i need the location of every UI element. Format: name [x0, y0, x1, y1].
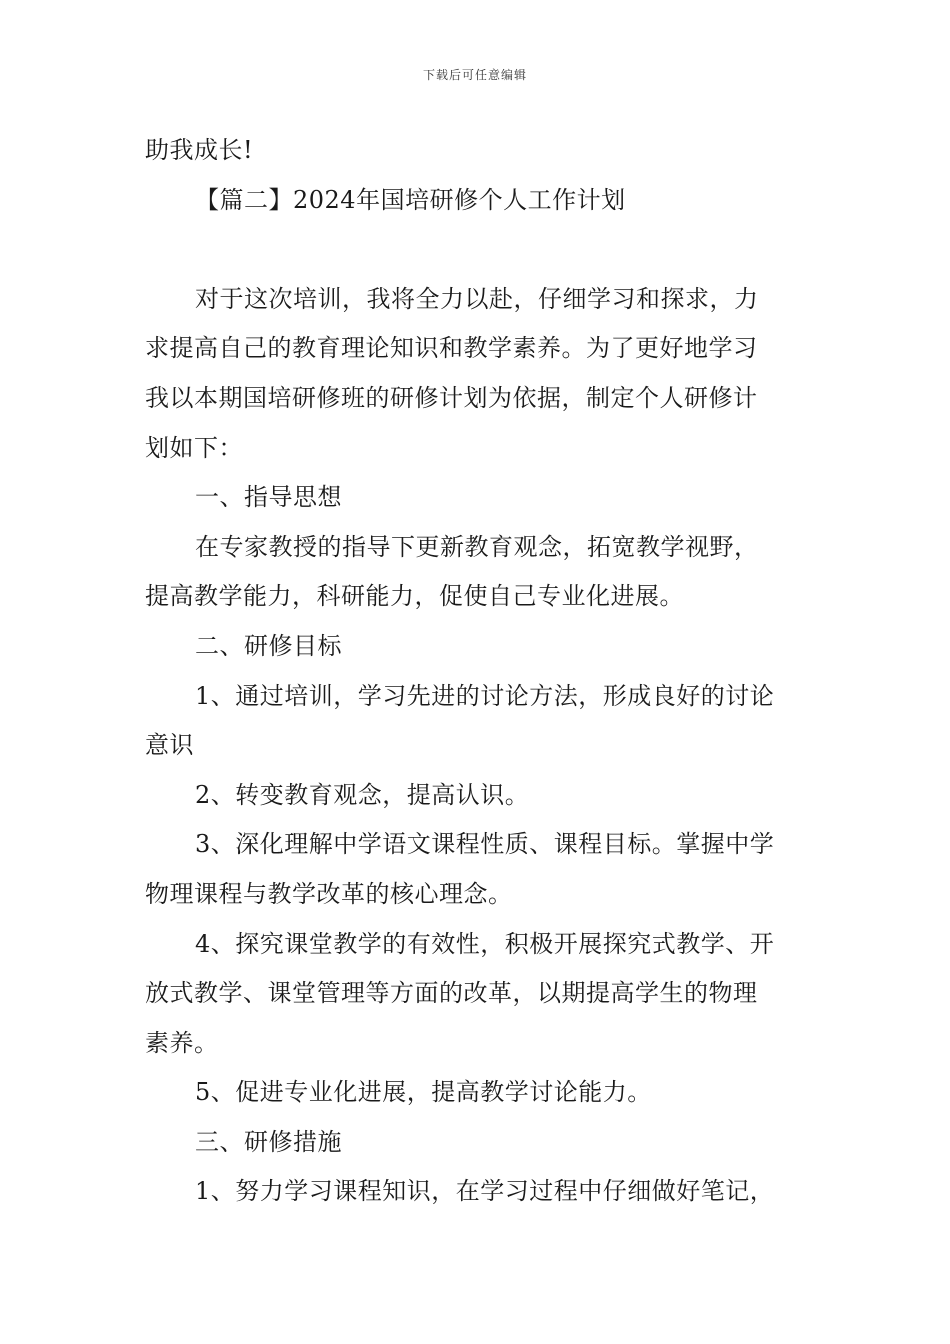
blank-line — [145, 225, 807, 275]
list-item: 4、探究课堂教学的有效性，积极开展探究式教学、开 — [195, 929, 775, 958]
list-item: 5、促进专业化进展，提高教学讨论能力。 — [195, 1078, 652, 1107]
text-line: 提高教学能力，科研能力，促使自己专业化进展。 — [145, 582, 684, 611]
document-body — [145, 126, 807, 1217]
list-item: 1、通过培训，学习先进的讨论方法，形成良好的讨论 — [195, 681, 775, 710]
text-line: 物理课程与教学改革的核心理念。 — [145, 879, 513, 908]
list-item: 1、努力学习课程知识，在学习过程中仔细做好笔记， — [195, 1177, 775, 1206]
text-line: 意识 — [145, 731, 194, 760]
heading-guiding-thought: 一、指导思想 — [195, 483, 342, 512]
text-line: 对于这次培训，我将全力以赴，仔细学习和探求，力 — [195, 284, 759, 313]
heading-training-measures: 三、研修措施 — [195, 1127, 342, 1156]
text-line: 求提高自己的教育理论知识和教学素养。为了更好地学习 — [145, 334, 758, 363]
list-item: 2、转变教育观念，提高认识。 — [195, 780, 530, 809]
text-line: 素养。 — [145, 1028, 219, 1057]
text-line: 在专家教授的指导下更新教育观念，拓宽教学视野， — [195, 532, 759, 561]
list-item: 3、深化理解中学语文课程性质、课程目标。掌握中学 — [195, 830, 775, 859]
heading-training-goals: 二、研修目标 — [195, 631, 342, 660]
text-line: 划如下： — [145, 433, 243, 462]
text-line: 我以本期国培研修班的研修计划为依据，制定个人研修计 — [145, 383, 758, 412]
section-title: 【篇二】2024年国培研修个人工作计划 — [195, 185, 626, 214]
text-line: 助我成长! — [145, 136, 254, 164]
page-header: 下载后可任意编辑 — [422, 68, 527, 82]
text-line: 放式教学、课堂管理等方面的改革，以期提高学生的物理 — [145, 979, 758, 1008]
